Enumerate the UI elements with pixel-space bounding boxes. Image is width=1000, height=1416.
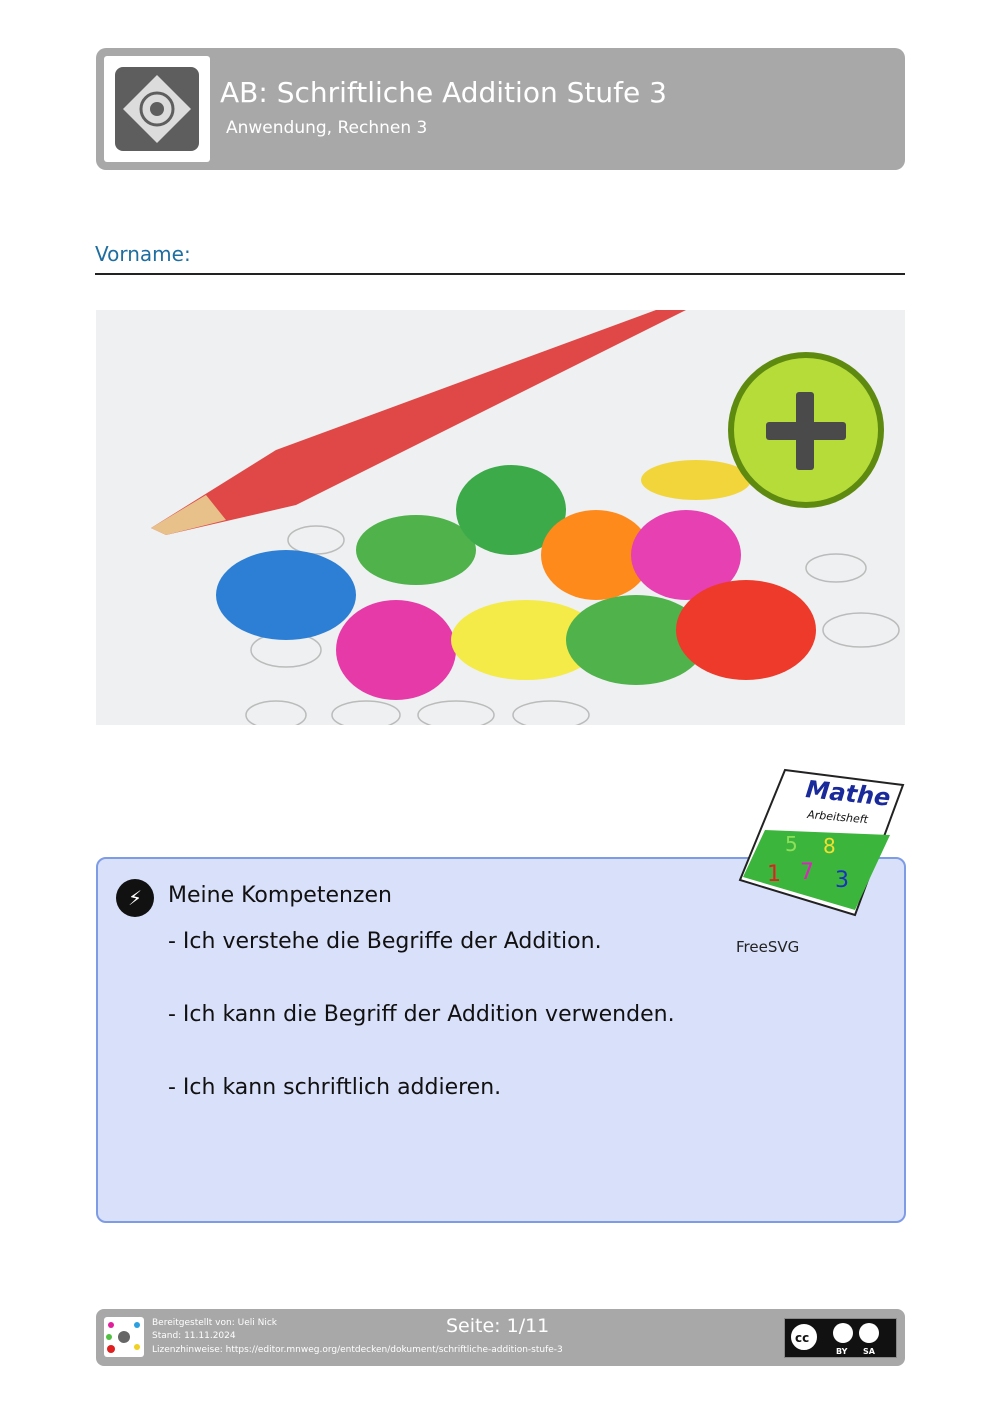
app-logo [104,56,210,162]
math-book-illustration [735,765,905,920]
page-title: AB: Schriftliche Addition Stufe 3 [220,76,667,109]
lightning-icon: ⚡ [116,879,154,917]
footer-bar [96,1309,905,1366]
cc-sa-label: SA [863,1347,875,1356]
competence-item: - Ich verstehe die Begriffe der Addition. [168,929,602,954]
book-digit: 8 [823,834,836,858]
competence-item: - Ich kann schriftlich addieren. [168,1075,502,1100]
svg-text:cc: cc [795,1331,810,1345]
license-link[interactable]: Lizenzhinweise: https://editor.mnweg.org/entdecken/dokument/schriftliche-addition-stufe-3 [152,1345,563,1355]
page-number: Seite: 1/11 [446,1315,550,1337]
cc-by-sa-badge [784,1318,897,1358]
header-banner [96,48,905,170]
provided-by: Bereitgestellt von: Ueli Nick [152,1318,277,1328]
competence-item: - Ich kann die Begriff der Addition verwenden. [168,1002,675,1027]
book-digit: 7 [800,860,814,885]
plus-circle-icon [728,352,884,508]
book-digit: 1 [767,862,781,887]
mnweg-logo [104,1317,144,1357]
vorname-label: Vorname: [95,242,191,266]
book-title: Mathe [804,775,892,812]
book-digit: 3 [835,868,849,893]
diamond-cycle-icon [115,67,199,151]
book-subtitle: Arbeitsheft [806,808,869,827]
vorname-line[interactable] [95,273,905,275]
image-credit: FreeSVG [736,938,800,956]
cc-by-label: BY [836,1347,848,1356]
numbers-photo [96,310,905,725]
competences-title: Meine Kompetenzen [168,883,392,908]
page-subtitle: Anwendung, Rechnen 3 [226,118,428,138]
date: Stand: 11.11.2024 [152,1331,236,1341]
book-digit: 5 [785,832,798,856]
